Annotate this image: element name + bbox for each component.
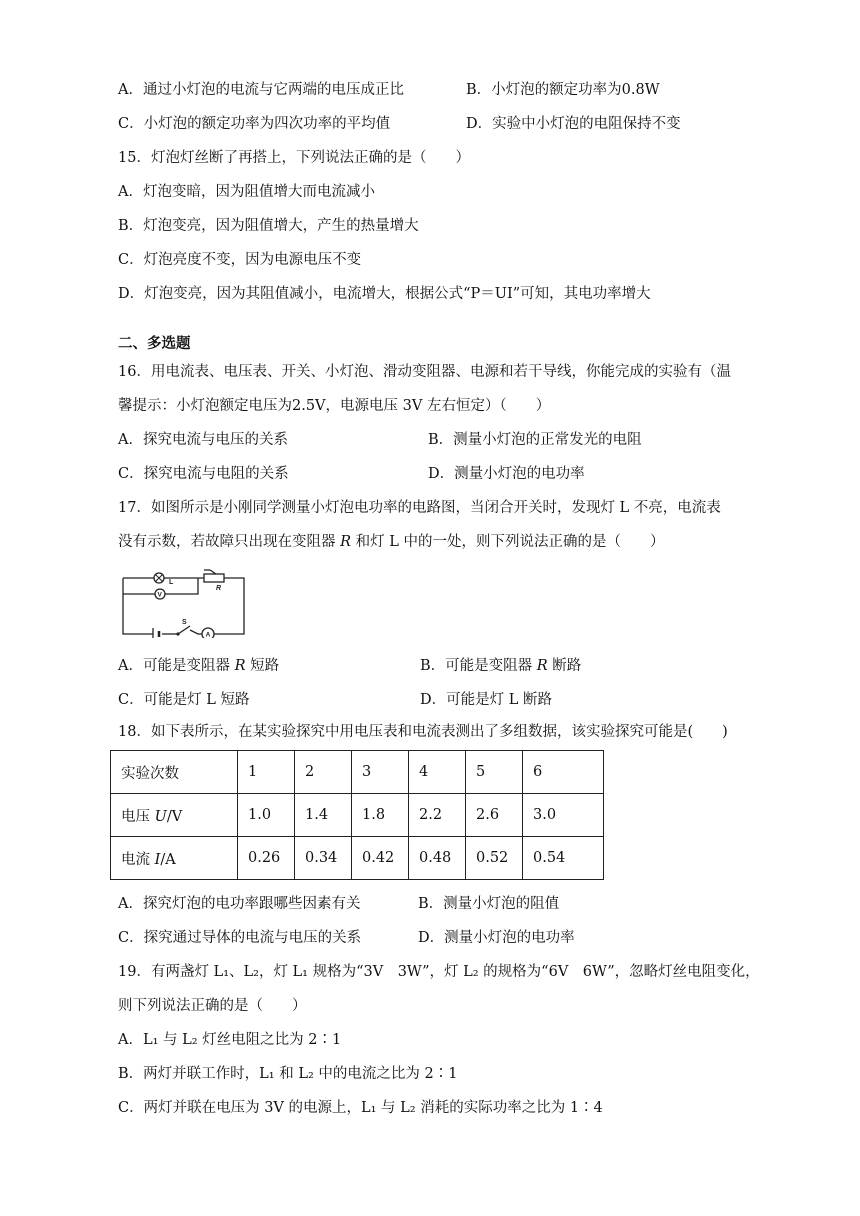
table-cell: 3 (352, 751, 409, 794)
table-cell: 5 (466, 751, 523, 794)
table-cell: 电流 I/A (111, 837, 238, 880)
table-row (111, 837, 604, 880)
label-v: V (157, 591, 162, 599)
table-cell: 6 (523, 751, 604, 794)
q17-option-a: A．可能是变阻器 R 短路 (118, 658, 280, 674)
label-l: L (169, 579, 174, 586)
q17-option-c: C．可能是灯 L 短路 (118, 692, 250, 708)
q17-option-b: B．可能是变阻器 R 断路 (420, 658, 582, 674)
table-cell: 1.4 (295, 794, 352, 837)
section-heading: 二、多选题 (118, 335, 191, 352)
circuit-diagram (118, 568, 248, 638)
q16-option-d: D．测量小灯泡的电功率 (428, 466, 585, 482)
lamp-symbol (154, 573, 164, 583)
table-row (111, 751, 604, 794)
table-cell: 1 (238, 751, 295, 794)
q17-option-d: D．可能是灯 L 断路 (420, 692, 552, 708)
table-cell: 0.54 (523, 837, 604, 880)
q16-option-c: C．探究电流与电阻的关系 (118, 466, 289, 482)
q14-option-d: D．实验中小灯泡的电阻保持不变 (466, 116, 681, 132)
q14-option-c: C．小灯泡的额定功率为四次功率的平均值 (118, 116, 391, 132)
q17-stem-line1: 17．如图所示是小刚同学测量小灯泡电功率的电路图，当闭合开关时，发现灯 L 不亮，电流表 (118, 500, 721, 516)
q15-stem: 15．灯泡灯丝断了再搭上，下列说法正确的是（ ） (118, 150, 470, 166)
q17-stem-line2: 没有示数，若故障只出现在变阻器 R 和灯 L 中的一处，则下列说法正确的是（ ） (118, 534, 665, 550)
table-cell: 3.0 (523, 794, 604, 837)
q18-option-a: A．探究灯泡的电功率跟哪些因素有关 (118, 896, 361, 912)
q18-option-d: D．测量小灯泡的电功率 (418, 930, 575, 946)
q18-stem: 18．如下表所示，在某实验探究中用电压表和电流表测出了多组数据，该实验探究可能是( ) (118, 724, 728, 740)
table-cell: 1.0 (238, 794, 295, 837)
table-cell: 2.2 (409, 794, 466, 837)
data-table (110, 750, 604, 880)
q16-stem-line2: 馨提示：小灯泡额定电压为2.5V，电源电压 3V 左右恒定）（ ） (118, 398, 551, 414)
q18-option-b: B．测量小灯泡的阻值 (418, 896, 560, 912)
table-cell: 4 (409, 751, 466, 794)
table-cell: 2 (295, 751, 352, 794)
q19-stem-line2: 则下列说法正确的是（ ） (118, 998, 307, 1014)
q14-option-a: A．通过小灯泡的电流与它两端的电压成正比 (118, 82, 404, 98)
q16-option-a: A．探究电流与电压的关系 (118, 432, 288, 448)
q14-option-b: B．小灯泡的额定功率为0.8W (466, 82, 660, 98)
q19-option-b: B．两灯并联工作时，L₁ 和 L₂ 中的电流之比为 2∶1 (118, 1066, 458, 1082)
label-s: S (182, 619, 187, 626)
q16-option-b: B．测量小灯泡的正常发光的电阻 (428, 432, 642, 448)
table-cell: 电压 U/V (111, 794, 238, 837)
table-cell: 0.52 (466, 837, 523, 880)
q18-option-c: C．探究通过导体的电流与电压的关系 (118, 930, 362, 946)
table-cell: 0.26 (238, 837, 295, 880)
q15-option-c: C．灯泡亮度不变，因为电源电压不变 (118, 252, 362, 268)
q19-stem-line1: 19．有两盏灯 L₁、L₂，灯 L₁ 规格为“3V 3W”，灯 L₂ 的规格为“6V 6W”，忽略灯丝电阻变化， (118, 964, 760, 980)
q15-option-d: D．灯泡变亮，因为其阻值减小，电流增大，根据公式“P＝UI”可知，其电功率增大 (118, 286, 651, 302)
table-cell: 0.42 (352, 837, 409, 880)
table-cell: 0.34 (295, 837, 352, 880)
label-a: A (205, 631, 211, 638)
label-r: R (216, 585, 222, 592)
q15-option-a: A．灯泡变暗，因为阻值增大而电流减小 (118, 184, 375, 200)
table-cell: 0.48 (409, 837, 466, 880)
table-cell: 实验次数 (111, 751, 238, 794)
q15-option-b: B．灯泡变亮，因为阻值增大，产生的热量增大 (118, 218, 419, 234)
table-cell: 1.8 (352, 794, 409, 837)
table-row (111, 794, 604, 837)
q19-option-c: C．两灯并联在电压为 3V 的电源上，L₁ 与 L₂ 消耗的实际功率之比为 1∶4 (118, 1100, 603, 1116)
table-cell: 2.6 (466, 794, 523, 837)
q19-option-a: A．L₁ 与 L₂ 灯丝电阻之比为 2∶1 (118, 1032, 342, 1048)
q16-stem-line1: 16．用电流表、电压表、开关、小灯泡、滑动变阻器、电源和若干导线，你能完成的实验有（温 (118, 364, 731, 380)
